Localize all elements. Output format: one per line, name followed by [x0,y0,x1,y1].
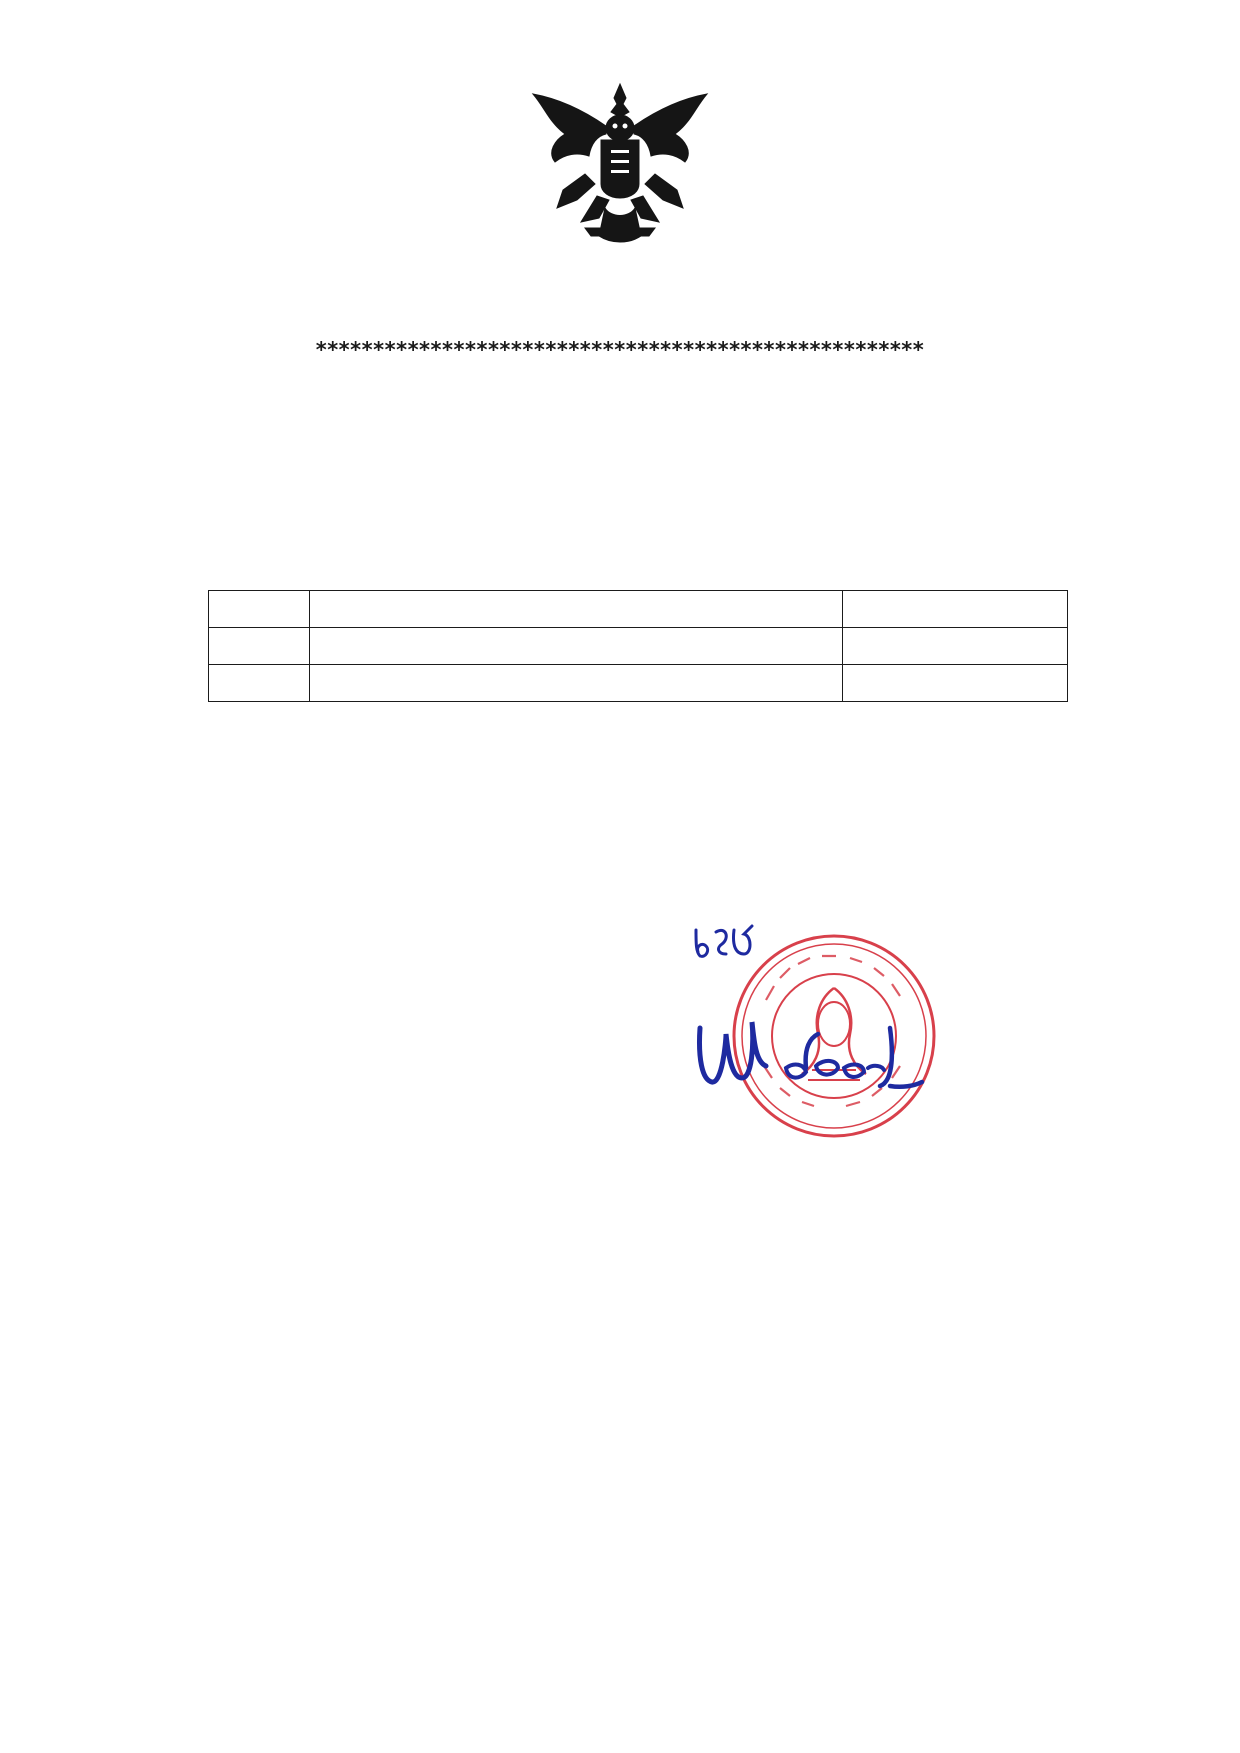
handwritten-signature-icon [690,1008,940,1103]
garuda-emblem-icon [525,78,715,250]
handwritten-date-icon [692,922,754,962]
row-number [209,628,310,665]
row-number [209,665,310,702]
header-name [310,591,843,628]
row-remark [843,665,1068,702]
row-remark [843,628,1068,665]
table-row [209,665,1068,702]
candidate-table [208,590,1068,702]
asterisk-divider: ***************************************************** [315,338,925,362]
table-header-row [209,591,1068,628]
row-name [310,665,843,702]
header-order [209,591,310,628]
row-name [310,628,843,665]
table-row [209,628,1068,665]
header-remark [843,591,1068,628]
